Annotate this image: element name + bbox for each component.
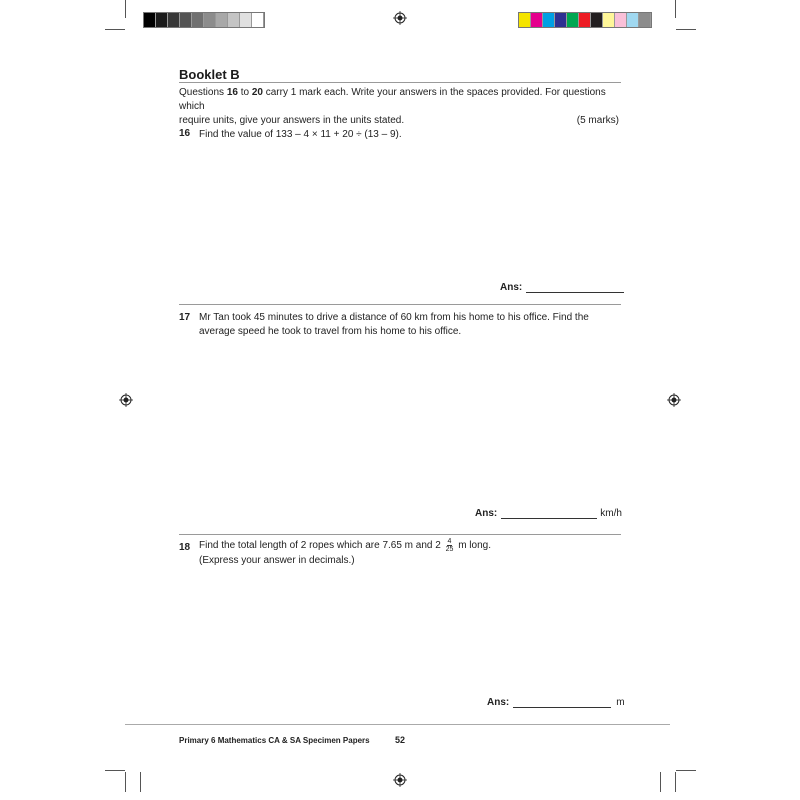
question-text-line-2: (Express your answer in decimals.) [199,555,355,567]
divider [179,534,621,535]
registration-mark-icon [393,773,407,787]
crop-mark [676,29,696,30]
crop-mark [105,29,125,30]
registration-mark-icon [393,11,407,25]
answer-unit: m [616,697,625,708]
color-swatch [192,13,204,27]
divider [179,304,621,305]
color-swatch [240,13,252,27]
crop-mark [675,772,676,792]
grayscale-swatch-strip [143,12,265,28]
question-text [199,538,623,568]
color-swatch [627,13,639,27]
mixed-number-fraction [446,538,454,553]
color-swatch [639,13,651,27]
color-swatch [156,13,168,27]
answer-line[interactable] [501,509,597,519]
question-number: 18 [179,542,191,553]
fraction-denominator: 25 [445,546,454,553]
crop-mark [105,770,125,771]
color-swatch [555,13,567,27]
answer-field[interactable] [475,508,622,519]
color-swatch [567,13,579,27]
crop-mark [676,770,696,771]
answer-field[interactable] [500,282,624,293]
crop-mark [140,772,141,792]
color-swatch [615,13,627,27]
page-number: 52 [395,735,406,745]
color-swatch [543,13,555,27]
crop-mark [675,0,676,18]
question-text-part: Find the total length of 2 ropes which are 7.65 m and 2 [199,540,441,552]
crop-mark [125,0,126,18]
question-text-line-1 [199,538,623,553]
instructions-text: require units, give your answers in the units stated. [179,115,405,126]
color-swatch [252,13,264,27]
color-swatch [204,13,216,27]
answer-label: Ans: [475,508,498,519]
color-swatch [144,13,156,27]
question-text: Find the value of 133 – 4 × 11 + 20 ÷ (13 – 9). [199,129,402,140]
registration-mark-icon [667,393,681,407]
instructions-text: carry 1 mark each. Write your answers in the spaces provided. For questions which [179,87,606,112]
instructions-line-2 [179,114,621,128]
answer-line[interactable] [526,283,624,293]
color-swatch [180,13,192,27]
instructions-text: Questions [179,87,227,98]
footer-divider [125,724,670,725]
color-swatch [519,13,531,27]
color-swatch [579,13,591,27]
registration-mark-icon [119,393,133,407]
answer-label: Ans: [500,282,523,293]
instructions-text: to [237,87,252,98]
question-number: 16 [179,128,191,139]
color-swatch [531,13,543,27]
color-swatch [591,13,603,27]
answer-unit: km/h [600,508,622,519]
answer-field[interactable] [487,697,625,708]
fraction-numerator: 4 [447,538,452,545]
question-text-part: m long. [458,540,491,552]
crop-mark [125,772,126,792]
color-swatch [216,13,228,27]
color-swatch [228,13,240,27]
color-swatch [603,13,615,27]
question-range-end: 20 [251,87,263,98]
crop-mark [660,772,661,792]
question-range-start: 16 [226,87,238,98]
answer-label: Ans: [487,697,510,708]
booklet-title: Booklet B [179,67,240,82]
instructions-line-1 [179,86,621,114]
footer-title: Primary 6 Mathematics CA & SA Specimen Papers [179,736,370,745]
divider [179,82,621,83]
answer-line[interactable] [513,698,611,708]
color-swatch [168,13,180,27]
marks-total: (5 marks) [576,115,619,126]
color-swatch-strip [518,12,652,28]
instructions [179,86,621,128]
question-text: Mr Tan took 45 minutes to drive a distance of 60 km from his home to his office. Find the average speed he took to travel from his home to his office. [199,312,589,337]
question-number: 17 [179,312,191,323]
